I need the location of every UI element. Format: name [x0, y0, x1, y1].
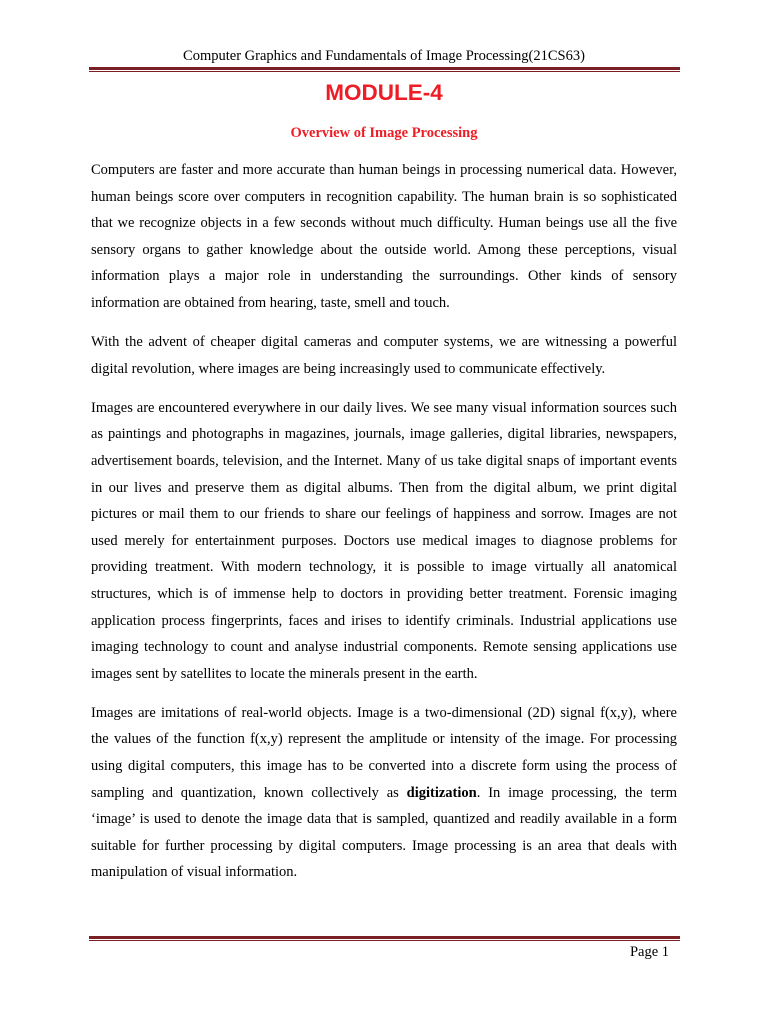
term-digitization: digitization: [406, 784, 477, 801]
footer-rule-thick: [89, 936, 680, 939]
paragraph-2: With the advent of cheaper digital cameras and computer systems, we are witnessing a powerful digital revolution, where images are being increasingly used to communicate effectively.: [91, 334, 677, 377]
header-rule-thin: [89, 71, 680, 72]
module-title: MODULE-4: [325, 80, 443, 105]
running-header: Computer Graphics and Fundamentals of Image Processing(21CS63): [183, 48, 585, 64]
page-number: Page 1: [629, 944, 669, 960]
paragraph-4-text-before: Images are imitations of real-world objects. Image is a two-dimensional (2D) signal f(x,y), where the values of the function f(x,y) represent the amplitude or intensity of the image. For processing using digital computers, this image has to be converted into a discrete form using the process of sampling and quantization, known collectively as: [91, 704, 677, 801]
paragraph-4-text-after: . In image processing, the term ‘image’ is used to denote the image data that is sampled, quantized and readily available in a form suitable for further processing by digital computers. Image processing is an area that deals with manipulation of visual information.: [91, 784, 677, 881]
paragraph-1: Computers are faster and more accurate than human beings in processing numerical data. However, human beings score over computers in recognition capability. The human brain is so sophisticated that we recognize objects in a few seconds without much difficulty. Human beings use all the five sensory organs to gather knowledge about the outside world. Among these perceptions, visual information plays a major role in understanding the surroundings. Other kinds of sensory information are obtained from hearing, taste, smell and touch.: [91, 162, 677, 311]
header-rule-thick: [89, 67, 680, 70]
body-text: [91, 157, 677, 898]
footer-rule-thin: [89, 940, 680, 941]
paragraph-3: Images are encountered everywhere in our daily lives. We see many visual information sources such as paintings and photographs in magazines, journals, image galleries, digital libraries, newspapers, advertisement boards, television, and the Internet. Many of us take digital snaps of important events in our lives and preserve them as digital albums. Then from the digital album, we print digital pictures or mail them to our friends to share our feelings of happiness and sorrow. Images are not used merely for entertainment purposes. Doctors use medical images to diagnose problems for providing treatment. With modern technology, it is possible to image virtually all anatomical structures, which is of immense help to doctors in providing better treatment. Forensic imaging application process fingerprints, faces and irises to identify criminals. Industrial applications use imaging technology to count and analyse industrial components. Remote sensing applications use images sent by satellites to locate the minerals present in the earth.: [91, 399, 677, 682]
paragraph-4: [91, 700, 677, 886]
section-heading: Overview of Image Processing: [290, 125, 478, 141]
